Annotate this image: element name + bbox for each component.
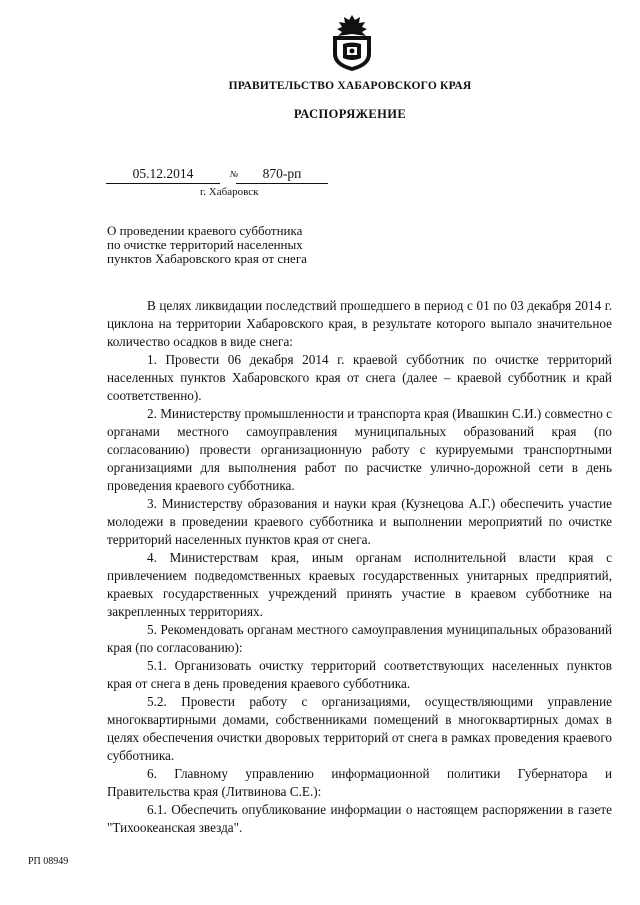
- subject-line: пунктов Хабаровского края от снега: [107, 251, 307, 266]
- body-paragraph: 5.2. Провести работу с организациями, осуществляющими управление многоквартирными домами, собственниками помещений в многоквартирных домах в целях обеспечения очистки дворовых территорий от снега в рамках проведения краевого субботника.: [107, 694, 612, 763]
- body-paragraph: 5.1. Организовать очистку территорий соответствующих населенных пунктов края от снега в день проведения краевого субботника.: [107, 658, 612, 691]
- body-paragraph: 1. Провести 06 декабря 2014 г. краевой субботник по очистке территорий населенных пунктов Хабаровского края от снега (далее – краевой субботник и край соответственно).: [107, 352, 612, 403]
- subject-line: по очистке территорий населенных: [107, 237, 303, 252]
- coat-of-arms-icon: [329, 14, 375, 72]
- document-body: [107, 297, 612, 837]
- document-date: 05.12.2014: [106, 166, 220, 184]
- city-label: г. Хабаровск: [200, 186, 259, 198]
- body-paragraph: 5. Рекомендовать органам местного самоуправления муниципальных образований края (по согласованию):: [107, 622, 612, 655]
- footer-code: РП 08949: [28, 856, 69, 867]
- body-paragraph: 4. Министерствам края, иным органам исполнительной власти края с привлечением подведомственных краевых государственных унитарных предприятий, краевых государственных учреждений принять участие в краевом субботнике на закрепленных территориях.: [107, 550, 612, 619]
- body-paragraph: 6. Главному управлению информационной политики Губернатора и Правительства края (Литвинова С.Е.):: [107, 766, 612, 799]
- document-subject: [107, 224, 357, 266]
- document-number: 870-рп: [236, 166, 328, 184]
- body-paragraph: 6.1. Обеспечить опубликование информации о настоящем распоряжении в газете "Тихоокеанская звезда".: [107, 802, 612, 835]
- body-paragraph: 3. Министерству образования и науки края (Кузнецова А.Г.) обеспечить участие молодежи в проведении краевого субботника и выполнении мероприятий по очистке территорий населенных пунктов края от снега.: [107, 496, 612, 547]
- body-paragraph: В целях ликвидации последствий прошедшего в период с 01 по 03 декабря 2014 г. циклона на территории Хабаровского края, в результате которого выпало значительное количество осадков в виде снега:: [107, 298, 612, 349]
- body-paragraph: 2. Министерству промышленности и транспорта края (Ивашкин С.И.) совместно с органами местного самоуправления муниципальных образований края (по согласованию) провести организационную работу с курируемыми транспортными организациями для выполнения работ по расчистке улично-дорожной сети в день проведения краевого субботника.: [107, 406, 613, 493]
- document-type: РАСПОРЯЖЕНИЕ: [293, 107, 407, 121]
- number-sign: №: [230, 169, 239, 179]
- subject-line: О проведении краевого субботника: [107, 223, 303, 238]
- government-title: ПРАВИТЕЛЬСТВО ХАБАРОВСКОГО КРАЯ: [228, 80, 472, 92]
